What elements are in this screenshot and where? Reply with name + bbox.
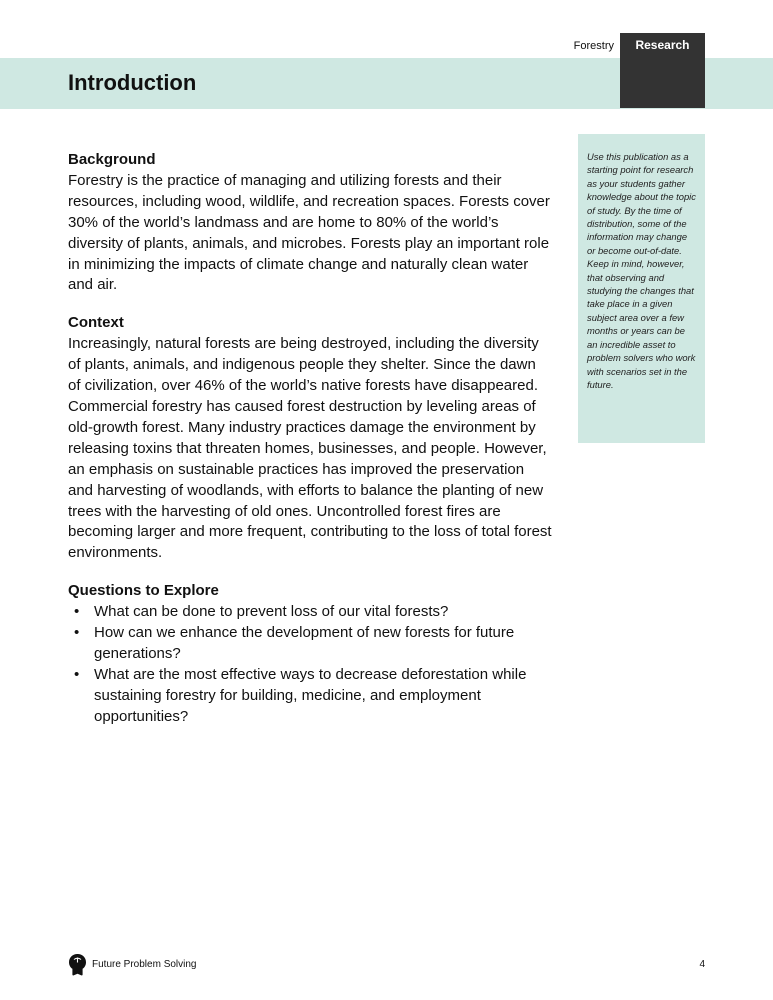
- page-number: 4: [699, 959, 705, 970]
- context-section: [68, 313, 552, 564]
- questions-heading: Questions to Explore: [68, 582, 219, 600]
- list-item: [68, 623, 552, 665]
- question-text: How can we enhance the development of new forests for future generations?: [94, 624, 515, 662]
- context-body: Increasingly, natural forests are being destroyed, including the diversity of plants, animals, and indigenous people they shelter. Since the dawn of civilization, over 46% of the world’s native forests have disappeared. Commercial forestry has caused forest destruction by leveling areas of old-growth forest. Many industry practices damage the environment by releasing toxins that threaten homes, businesses, and people. However, an emphasis on sustainable practices has improved the preservation and harvesting of woodlands, with efforts to balance the planting of new trees with the harvesting of old ones. Uncontrolled forest fires are becoming larger and more frequent, contributing to the loss of total forest environments.: [68, 335, 552, 562]
- head-silhouette-icon: [68, 953, 87, 976]
- question-text: What can be done to prevent loss of our vital forests?: [94, 603, 449, 621]
- questions-section: [68, 581, 552, 727]
- sidebar-note-text: Use this publication as a starting point for research as your students gather knowledge about the topic of study. By the time of distribution, some of the information may change or become out-of-date. Keep in mind, however, that observing and studying the changes that take place in a given subject area over a few months or years can be an incredible asset to problem solvers who work with scenarios set in the future.: [587, 151, 696, 390]
- context-heading: Context: [68, 314, 124, 332]
- tab-forestry[interactable]: Forestry: [573, 40, 614, 52]
- background-body: Forestry is the practice of managing and utilizing forests and their resources, including wood, wildlife, and recreation spaces. Forests cover 30% of the world’s landmass and are home to 80% of the world’s diversity of plants, animals, and microbes. Forests play an important role in minimizing the impacts of climate change and naturally clean water and air.: [68, 171, 550, 294]
- bullet-icon: •: [74, 665, 80, 683]
- background-heading: Background: [68, 151, 156, 168]
- questions-list: [68, 602, 552, 727]
- page-title: Introduction: [68, 70, 197, 95]
- list-item: [68, 665, 552, 728]
- footer-organization: Future Problem Solving: [92, 959, 197, 970]
- bullet-icon: •: [74, 603, 80, 621]
- background-section: [68, 150, 552, 296]
- sidebar-note: [578, 134, 705, 443]
- tab-research[interactable]: Research: [620, 33, 705, 108]
- list-item: [68, 602, 552, 623]
- main-content: [68, 150, 552, 745]
- bullet-icon: •: [74, 624, 80, 642]
- question-text: What are the most effective ways to decrease deforestation while sustaining forestry for building, medicine, and employment opportunities?: [94, 665, 527, 725]
